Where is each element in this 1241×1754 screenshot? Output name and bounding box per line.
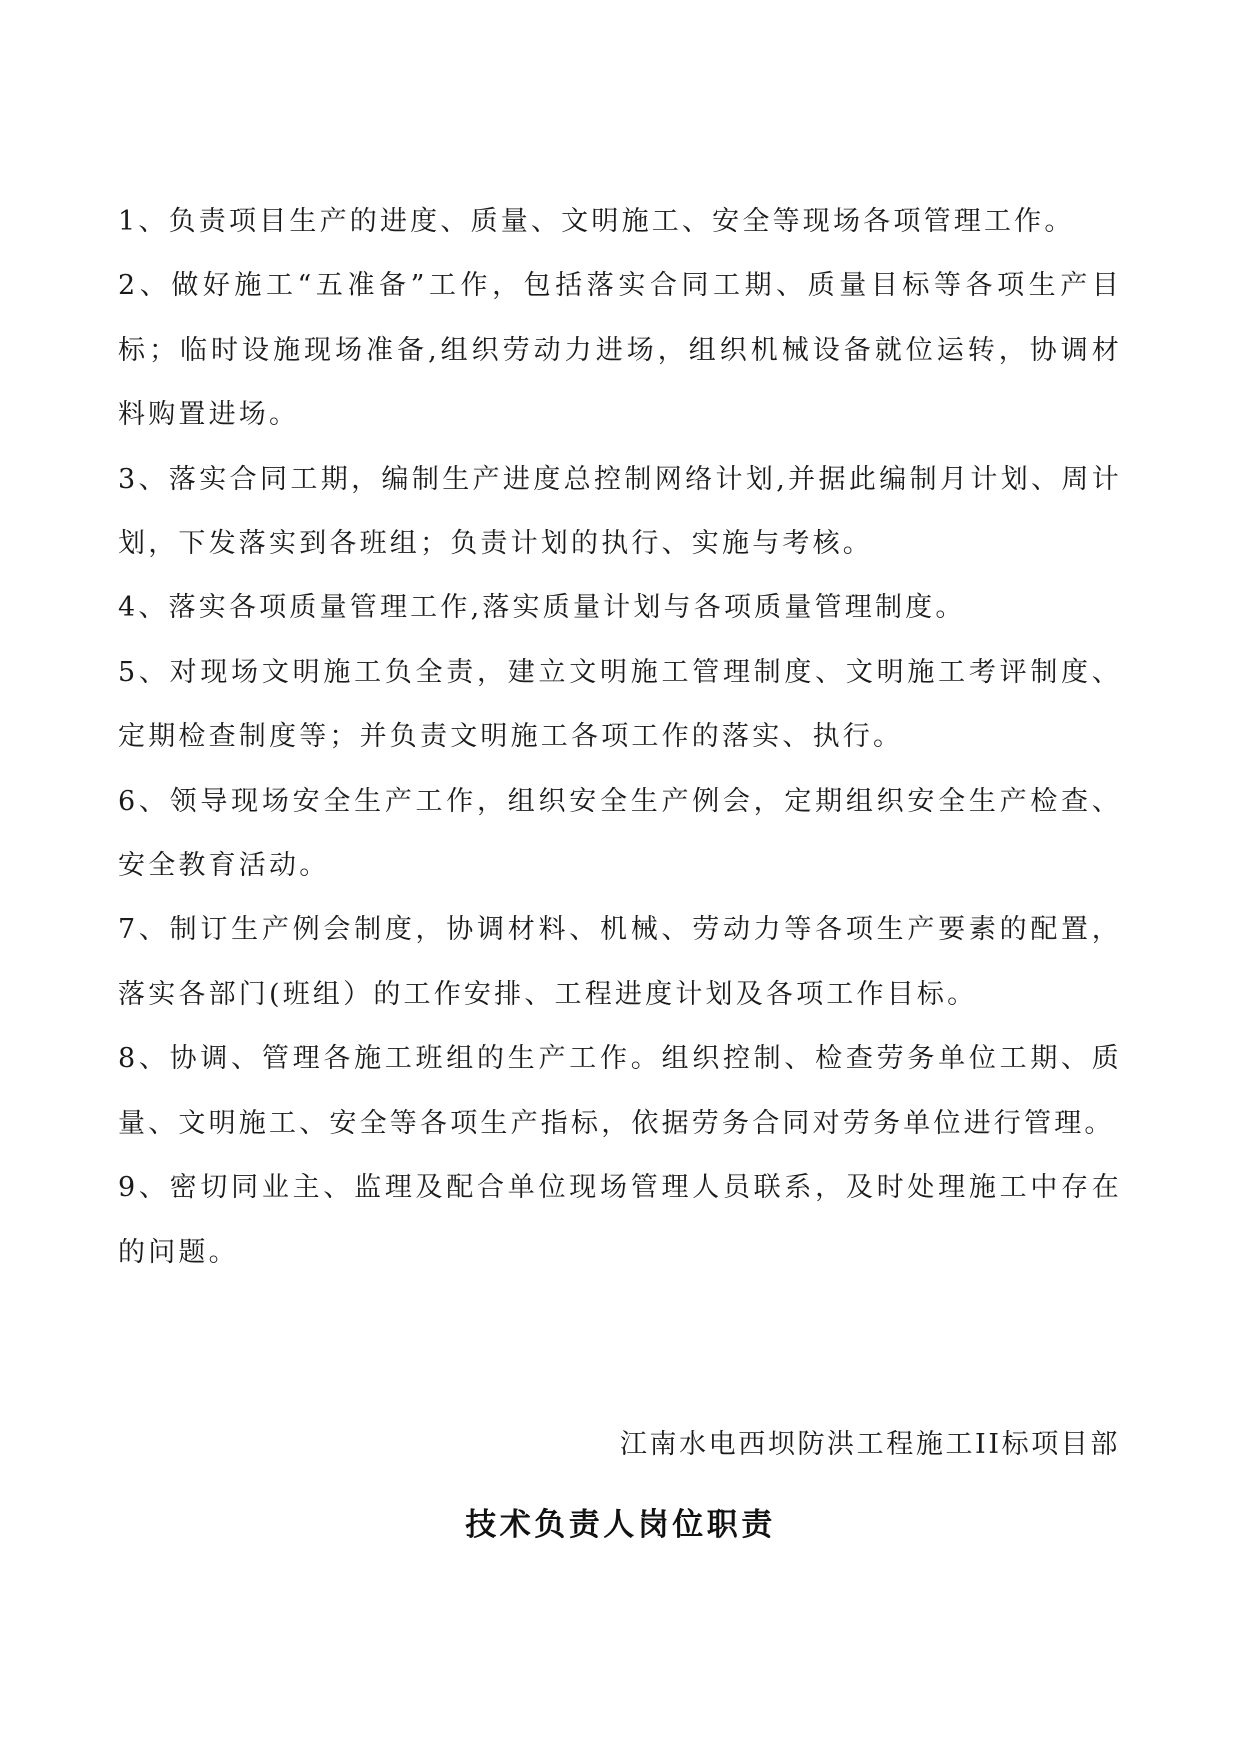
department-signature: 江南水电西坝防洪工程施工II标项目部 bbox=[619, 1429, 1120, 1460]
duty-item-7: 7、制订生产例会制度，协调材料、机械、劳动力等各项生产要素的配置，落实各部门(班组）的工作安排、工程进度计划及各项工作目标。 bbox=[118, 914, 1122, 1010]
duties-list bbox=[118, 190, 1122, 1285]
duty-item-2: 2、做好施工“五准备”工作，包括落实合同工期、质量目标等各项生产目标；临时设施现场准备,组织劳动力进场，组织机械设备就位运转，协调材料购置进场。 bbox=[118, 270, 1122, 431]
duty-item-3: 3、落实合同工期，编制生产进度总控制网络计划,并据此编制月计划、周计划，下发落实到各班组；负责计划的执行、实施与考核。 bbox=[118, 463, 1122, 560]
duty-item-8: 8、协调、管理各施工班组的生产工作。组织控制、检查劳务单位工期、质量、文明施工、安全等各项生产指标，依据劳务合同对劳务单位进行管理。 bbox=[118, 1043, 1122, 1139]
duty-item-5: 5、对现场文明施工负全责，建立文明施工管理制度、文明施工考评制度、定期检查制度等；并负责文明施工各项工作的落实、执行。 bbox=[118, 656, 1122, 753]
duty-item-6: 6、领导现场安全生产工作，组织安全生产例会，定期组织安全生产检查、安全教育活动。 bbox=[118, 785, 1122, 882]
section-heading: 技术负责人岗位职责 bbox=[465, 1507, 776, 1543]
duty-item-4: 4、落实各项质量管理工作,落实质量计划与各项质量管理制度。 bbox=[118, 592, 966, 624]
duty-item-9: 9、密切同业主、监理及配合单位现场管理人员联系，及时处理施工中存在的问题。 bbox=[118, 1172, 1122, 1268]
duty-item-1: 1、负责项目生产的进度、质量、文明施工、安全等现场各项管理工作。 bbox=[118, 206, 1075, 237]
